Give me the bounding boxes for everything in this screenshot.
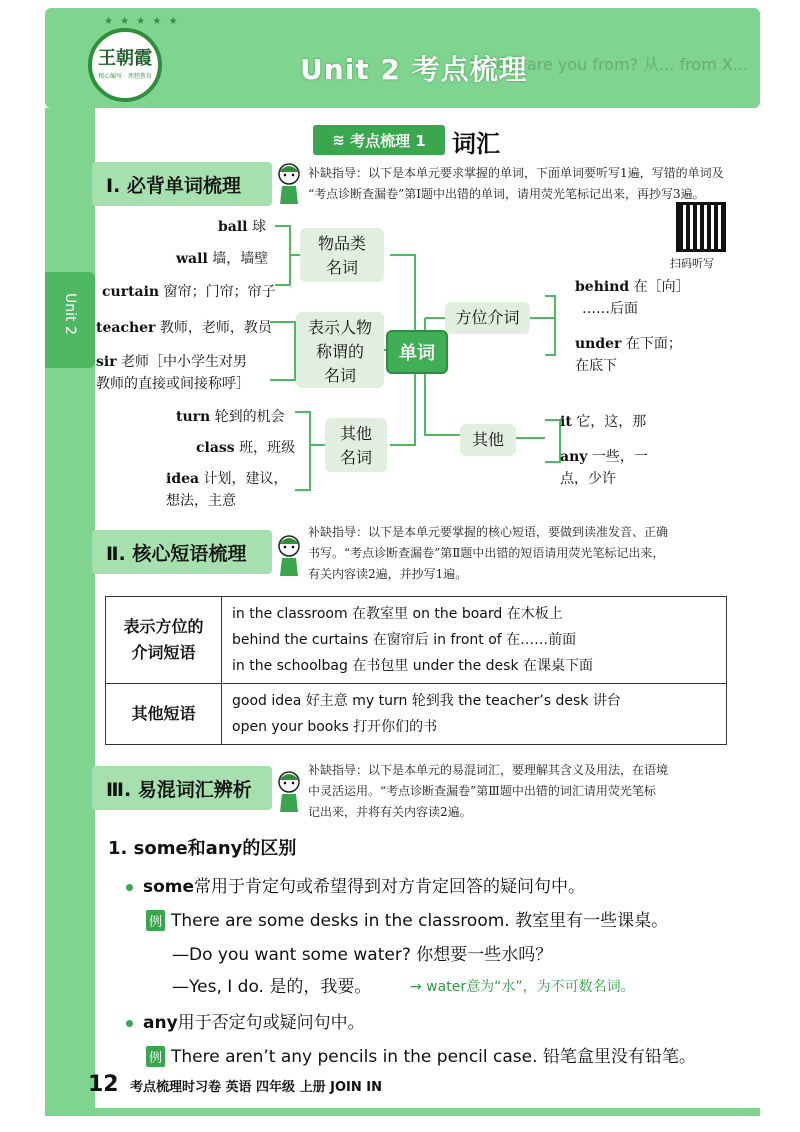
table-row <box>106 684 727 745</box>
table-key: 其他短语 <box>106 684 222 745</box>
example-label: 例 <box>146 910 165 931</box>
bullet-icon <box>126 1020 133 1027</box>
faint-text: Where are you from? 从... from X... <box>470 55 749 74</box>
handwritten-note: → water意为“水”，为不可数名词。 <box>410 979 635 995</box>
footer-text: 考点梳理时习卷 英语 四年级 上册 JOIN IN <box>130 1080 382 1095</box>
point-title: 1. some和any的区别 <box>108 838 297 859</box>
mindmap-hub: 单词 <box>386 330 448 374</box>
category-prepositions: 方位介词 <box>455 308 520 327</box>
word-item: teacher 教师，老师，教员 <box>96 320 272 336</box>
part1-heading: Ⅰ. 必背单词梳理 <box>92 162 272 206</box>
example-4: 例 There aren’t any pencils in the pencil case. 铅笔盒里没有铅笔。 <box>146 1042 696 1067</box>
word-item: sir 老师［中小学生对男 <box>96 354 248 370</box>
word-item: behind 在［向］ <box>575 279 690 295</box>
logo-subtext: 精心编写 · 理想教育 <box>98 73 152 80</box>
section-tag: ≋ 考点梳理 1 <box>313 125 445 155</box>
word-item: it 它，这，那 <box>560 414 647 430</box>
example-3: —Yes, I do. 是的，我要。 <box>172 977 372 997</box>
side-tab-label: Unit 2 <box>62 293 78 335</box>
table-cell: good idea 好主意 my turn 轮到我 the teacher’s desk 讲台 open your books 打开你们的书 <box>222 684 727 745</box>
mindmap-lines <box>0 0 800 520</box>
phrase-table <box>105 596 727 745</box>
word-item: turn 轮到的机会 <box>176 409 285 425</box>
table-cell: in the classroom 在教室里 on the board 在木板上 behind the curtains 在窗帘后 in front of 在……前面 in the schoolbag 在书包里 under the desk 在课桌下面 <box>222 597 727 684</box>
unit-title: Unit 2 考点梳理 <box>300 53 528 86</box>
section-title: 词汇 <box>452 130 500 158</box>
word-item: class 班，班级 <box>196 440 296 456</box>
student-icon <box>272 532 306 578</box>
category-other: 其他 <box>471 430 504 449</box>
word-item: idea 计划，建议， <box>166 471 288 487</box>
part3-note: 补缺指导：以下是本单元的易混词汇，要理解其含义及用法，在语境 中灵活运用。“考点诊断查漏卷”第Ⅲ题中出错的词汇请用荧光笔标 记出来，并将有关内容读2遍。 <box>308 763 669 819</box>
category-person: 表示人物 称谓的 名词 <box>307 318 372 385</box>
any-rule: any用于否定句或疑问句中。 <box>126 1008 365 1033</box>
word-item: 在底下 <box>575 358 617 374</box>
category-other-nouns: 其他 名词 <box>339 424 372 467</box>
part3-heading: Ⅲ. 易混词汇辨析 <box>92 766 272 810</box>
word-item: ……后面 <box>582 301 638 317</box>
bullet-icon <box>126 884 133 891</box>
word-item: 想法，主意 <box>166 493 236 509</box>
section-tag-icon: ≋ <box>332 131 351 149</box>
bottom-strip <box>45 1108 760 1116</box>
example-label: 例 <box>146 1046 165 1067</box>
logo-text: 王朝霞 <box>98 48 152 69</box>
word-item: curtain 窗帘；门帘；帘子 <box>102 284 276 300</box>
some-rule: some常用于肯定句或希望得到对方肯定回答的疑问句中。 <box>126 872 585 897</box>
word-item: under 在下面； <box>575 336 682 352</box>
logo-stars: ★ ★ ★ ★ ★ <box>104 16 180 27</box>
student-icon <box>272 768 306 814</box>
word-item: ball 球 <box>218 219 266 235</box>
word-item: any 一些，一 <box>560 449 648 465</box>
table-key: 表示方位的介词短语 <box>106 597 222 684</box>
part1-note: 补缺指导：以下是本单元要求掌握的单词，下面单词要听写1遍，写错的单词及 “考点诊断查漏卷”第Ⅰ题中出错的单词，请用荧光笔标记出来，再抄写3遍。 <box>308 166 724 201</box>
word-item: 点，少许 <box>560 471 616 487</box>
table-row <box>106 597 727 684</box>
part2-heading: Ⅱ. 核心短语梳理 <box>92 530 272 574</box>
word-item: 教师的直接或间接称呼］ <box>96 376 250 392</box>
qr-label: 扫码听写 <box>670 257 714 270</box>
example-1: 例 There are some desks in the classroom. 教室里有一些课桌。 <box>146 906 668 931</box>
category-items: 物品类 名词 <box>317 234 366 277</box>
page-number: 12 <box>88 1072 119 1097</box>
example-2: —Do you want some water? 你想要一些水吗？ <box>172 945 553 965</box>
word-item: wall 墙，墙壁 <box>176 251 269 267</box>
part2-note: 补缺指导：以下是本单元要掌握的核心短语，要做到读准发音、正确 书写。“考点诊断查漏卷”第Ⅱ题中出错的短语请用荧光笔标记出来， 有关内容读2遍，并抄写1遍。 <box>308 525 669 581</box>
